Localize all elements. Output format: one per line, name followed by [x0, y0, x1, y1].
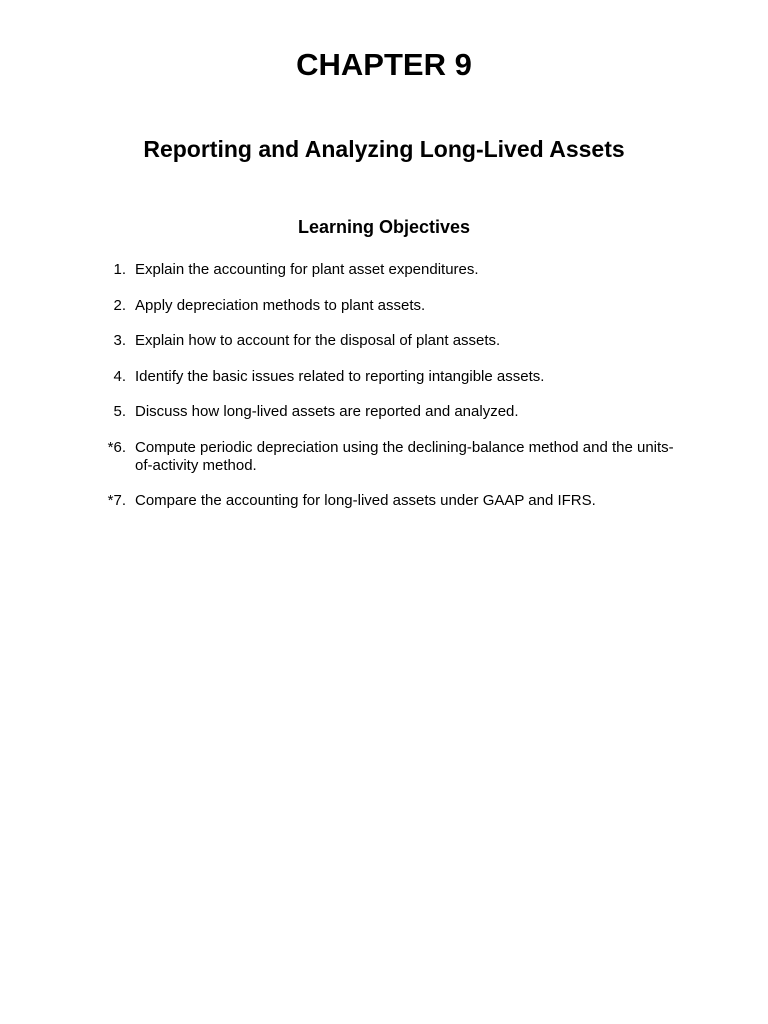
objective-text: Apply depreciation methods to plant assets. [135, 296, 426, 314]
objective-item-5 [100, 403, 690, 421]
learning-objectives-list [100, 261, 690, 528]
objective-item-4 [100, 368, 690, 386]
objective-number: 3. [113, 332, 126, 349]
objective-text: Compare the accounting for long-lived assets under GAAP and IFRS. [135, 492, 596, 509]
objective-text: Compute periodic depreciation using the declining-balance method and the units-of-activity method. [135, 438, 674, 474]
objective-text: Explain how to account for the disposal of plant assets. [135, 332, 501, 349]
objective-text: Identify the basic issues related to reporting intangible assets. [135, 367, 545, 385]
objective-number: 1. [113, 261, 126, 278]
objective-item-7 [100, 492, 690, 510]
objective-item-2 [100, 297, 690, 315]
objective-number: *7. [107, 492, 126, 509]
objective-number: 2. [113, 296, 126, 314]
objective-text: Explain the accounting for plant asset expenditures. [135, 261, 479, 278]
objective-item-1 [100, 261, 690, 279]
chapter-heading: CHAPTER 9 [296, 47, 472, 82]
objective-number: 5. [113, 403, 126, 420]
learning-objectives-heading: Learning Objectives [297, 217, 471, 237]
objective-item-3 [100, 332, 690, 350]
objective-number: *6. [107, 438, 126, 456]
objective-number: 4. [113, 367, 126, 385]
objective-text: Discuss how long-lived assets are reported and analyzed. [135, 403, 519, 420]
objective-item-6 [100, 439, 690, 475]
chapter-title: Reporting and Analyzing Long-Lived Assets [143, 136, 625, 162]
